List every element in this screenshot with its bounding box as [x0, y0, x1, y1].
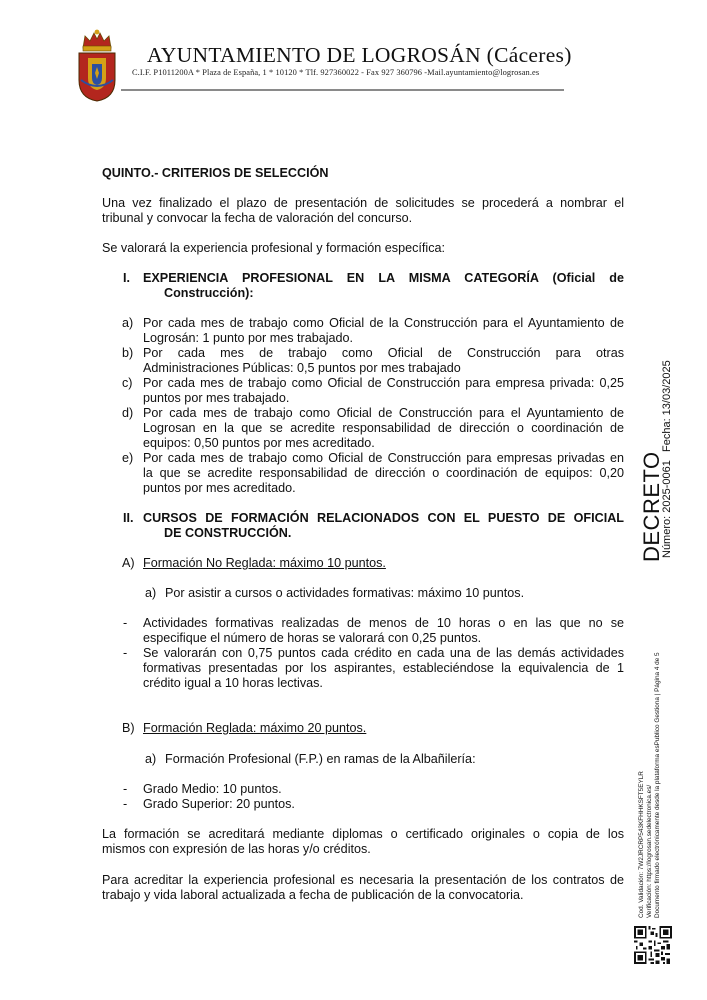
closing1-line-2: mismos con expresión de las horas y/o créditos. [102, 842, 371, 856]
item-a-line-1: Por cada mes de trabajo como Oficial de la Construcción para el Ayuntamiento de [143, 316, 624, 330]
closing2-line-2: trabajo y vida laboral actualizada a fecha de publicación de la convocatoria. [102, 888, 524, 902]
header-contact-line: C.I.F. P1011200A * Plaza de España, 1 * 10120 * Tlf. 927360022 - Fax 927 360796 -Mail.ayuntamiento@logrosan.es [132, 68, 540, 77]
item-marker: c) [122, 376, 133, 390]
dash-marker: - [123, 782, 128, 796]
stamp-fecha: Fecha: 13/03/2025 [661, 360, 673, 452]
dash-marker: - [123, 797, 128, 811]
grado-superior: Grado Superior: 20 puntos. [143, 797, 295, 811]
dash-2-line-1: Se valorarán con 0,75 puntos cada crédito en cada una de las demás actividades [143, 646, 624, 660]
qr-code-icon [634, 926, 672, 964]
section2-title-line-1: CURSOS DE FORMACIÓN RELACIONADOS CON EL PUESTO DE OFICIAL [143, 511, 624, 525]
subsection-a-sub-text: Por asistir a cursos o actividades formativas: máximo 10 puntos. [165, 586, 525, 600]
section2-title-line-2: DE CONSTRUCCIÓN. [164, 526, 292, 540]
item-e-line-3: puntos por mes acreditado. [143, 481, 296, 495]
intro-line-1: Una vez finalizado el plazo de presentación de solicitudes se procederá a nombrar el [102, 196, 624, 210]
item-b-line-2: Administraciones Públicas: 0,5 puntos por mes trabajado [143, 361, 461, 375]
stamp-cod-validacion: Cod. Validación: 7W2JRCRP543KFHHKSFT5EYLR [638, 771, 645, 918]
section1-title-line-2: Construcción): [164, 286, 254, 300]
section1-title-line-1: EXPERIENCIA PROFESIONAL EN LA MISMA CATEGORÍA (Oficial de [143, 271, 624, 285]
section1-number: I. [123, 271, 130, 285]
lead-paragraph: Se valorará la experiencia profesional y formación específica: [102, 241, 446, 255]
item-marker: d) [122, 406, 134, 420]
header-title: AYUNTAMIENTO DE LOGROSÁN (Cáceres) [147, 43, 572, 67]
subsection-a-sub-marker: a) [145, 586, 157, 600]
stamp-numero: Número: 2025-0061 [661, 460, 673, 558]
dash-marker: - [123, 646, 128, 660]
item-e-line-1: Por cada mes de trabajo como Oficial de Construcción para empresas privadas en [143, 451, 624, 465]
item-marker: b) [122, 346, 134, 360]
closing2-line-1: Para acreditar la experiencia profesional es necesaria la presentación de los contratos de [102, 873, 624, 887]
subsection-b-title: Formación Reglada: máximo 20 puntos. [143, 721, 367, 735]
item-marker: a) [122, 316, 134, 330]
subsection-a-title: Formación No Reglada: máximo 10 puntos. [143, 556, 386, 570]
header-divider [121, 89, 564, 91]
item-c-line-2: puntos por mes trabajado. [143, 391, 290, 405]
item-c-line-1: Por cada mes de trabajo como Oficial de Construcción para empresa privada: 0,25 [143, 376, 624, 390]
section2-number: II. [123, 511, 134, 525]
dash-2-line-2: formativas presentadas por los aspirantes, estableciéndose la equivalencia de 1 [143, 661, 624, 675]
stamp-verificacion: Verificación: https://logrosan.sedelectronica.es/ [646, 784, 653, 918]
item-b-line-1: Por cada mes de trabajo como Oficial de Construcción para otras [143, 346, 624, 360]
dash-marker: - [123, 616, 128, 630]
subsection-b-marker: B) [122, 721, 135, 735]
item-d-line-1: Por cada mes de trabajo como Oficial de Construcción para el Ayuntamiento de [143, 406, 624, 420]
grado-medio: Grado Medio: 10 puntos. [143, 782, 282, 796]
municipal-crest-icon [76, 28, 118, 102]
item-marker: e) [122, 451, 134, 465]
closing1-line-1: La formación se acreditará mediante diplomas o certificado originales o copia de los [102, 827, 624, 841]
section-heading: QUINTO.- CRITERIOS DE SELECCIÓN [102, 166, 329, 180]
subsection-a-marker: A) [122, 556, 135, 570]
item-a-line-2: Logrosán: 1 punto por mes trabajado. [143, 331, 354, 345]
subsection-b-sub-text: Formación Profesional (F.P.) en ramas de la Albañilería: [165, 752, 476, 766]
item-e-line-2: la que se acredite responsabilidad de dirección o coordinación de equipos: 0,20 [143, 466, 624, 480]
stamp-firma-pagina: Documento firmado electrónicamente desde la plataforma esPublico Gestiona | Página 4 de 5 [654, 652, 661, 918]
dash-1-line-2: especifique el número de horas se valorará con 0,25 puntos. [143, 631, 482, 645]
stamp-decreto: DECRETO [639, 451, 664, 562]
intro-line-2: tribunal y convocar la fecha de valoración del concurso. [102, 211, 413, 225]
subsection-b-sub-marker: a) [145, 752, 157, 766]
dash-2-line-3: crédito igual a 10 horas lectivas. [143, 676, 323, 690]
dash-1-line-1: Actividades formativas realizadas de menos de 10 horas o en las que no se [143, 616, 624, 630]
item-d-line-2: Logrosan en la que se acredite responsabilidad de dirección o coordinación de [143, 421, 624, 435]
item-d-line-3: equipos: 0,50 puntos por mes acreditado. [143, 436, 375, 450]
